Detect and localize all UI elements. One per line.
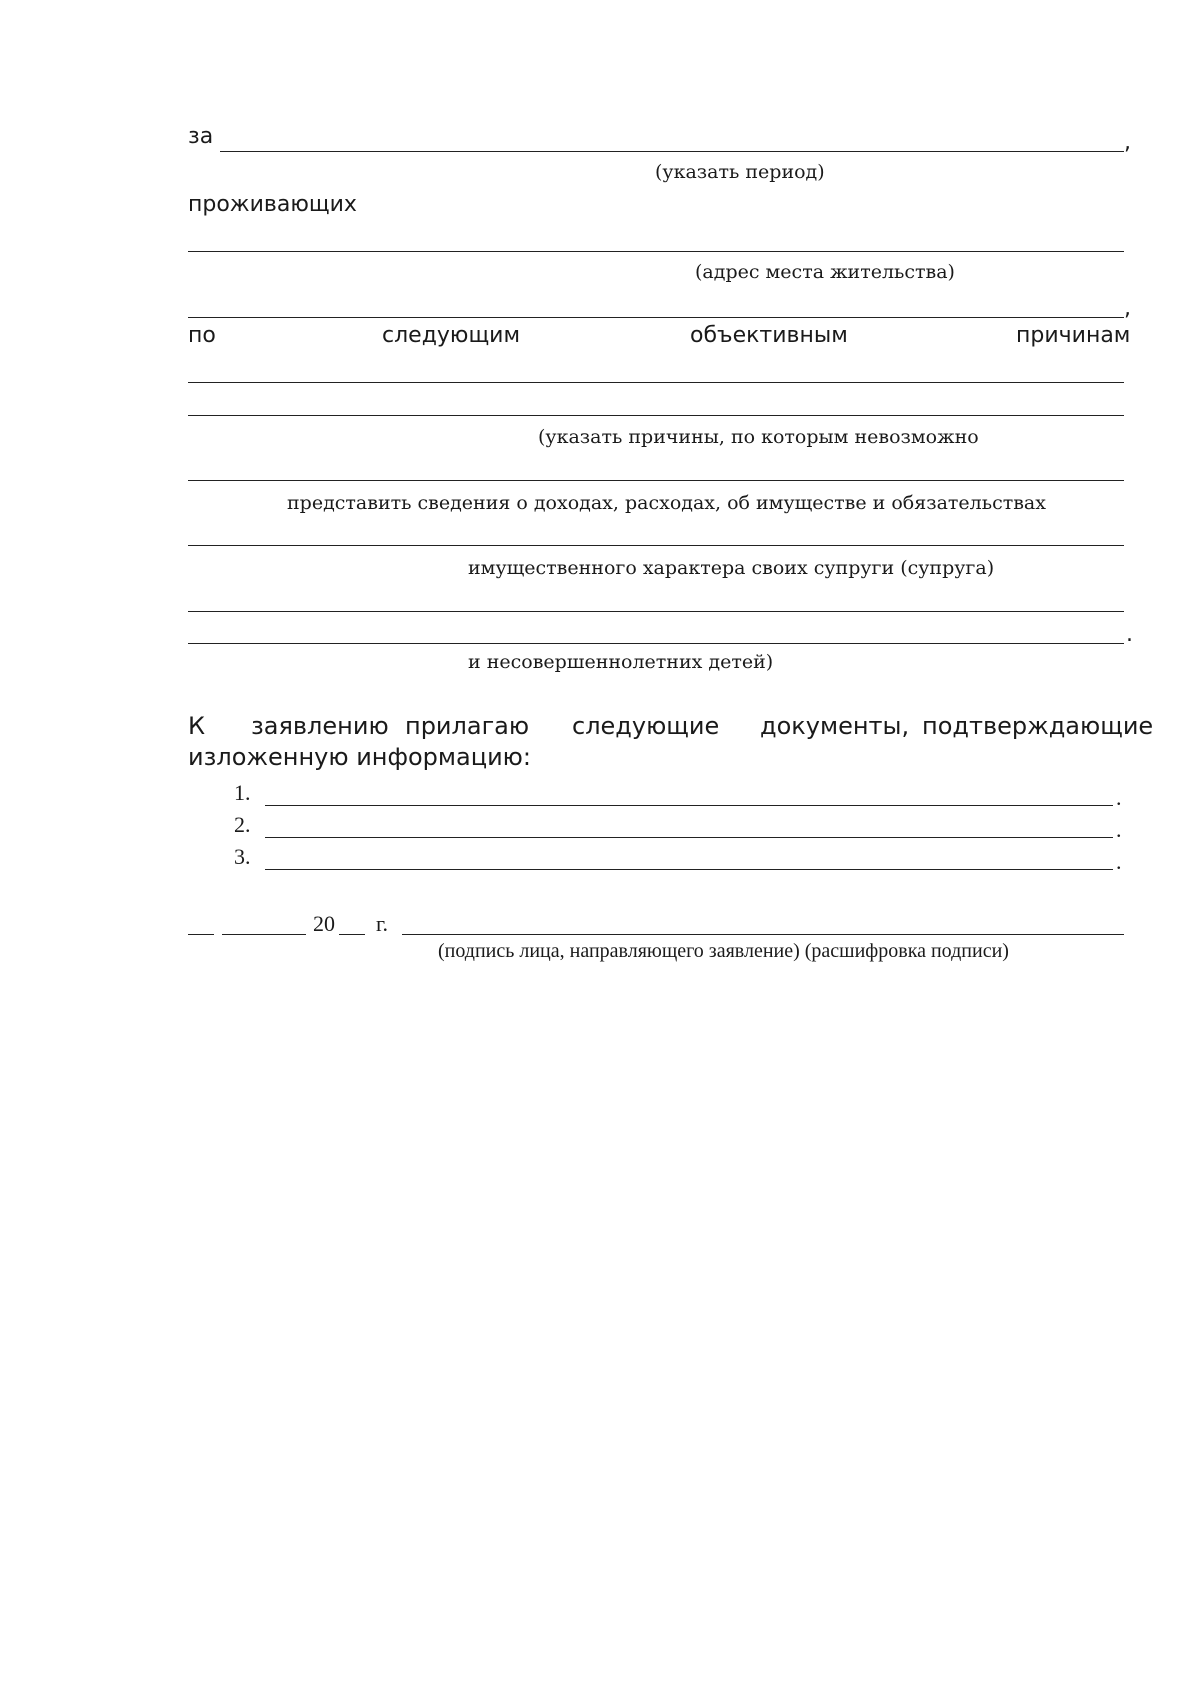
attachments-intro-word: подтверждающие <box>922 712 1154 740</box>
reasons-caption: (указать причины, по которым невозможно <box>538 426 979 448</box>
reasons-word: следующим <box>382 323 521 348</box>
item-end-mark: . <box>1116 849 1122 874</box>
item-end-mark: . <box>1116 817 1122 842</box>
reasons-field-6[interactable] <box>188 643 1124 644</box>
reasons-word: по <box>188 323 216 348</box>
period-mark: . <box>1126 622 1133 647</box>
attachment-field-2[interactable] <box>265 837 1113 838</box>
address-caption: (адрес места жительства) <box>695 261 955 283</box>
date-year-suffix: г. <box>376 911 389 936</box>
address-field-1[interactable] <box>188 251 1124 252</box>
date-year-field[interactable] <box>339 934 365 935</box>
reasons-field-3[interactable] <box>188 480 1124 481</box>
attachments-intro-word: следующие <box>572 712 720 740</box>
za-label: за <box>188 124 214 149</box>
period-caption: (указать период) <box>655 161 825 183</box>
comma: , <box>1124 296 1131 321</box>
reasons-word: причинам <box>1016 323 1131 348</box>
attachments-intro-line2: изложенную информацию: <box>188 743 531 771</box>
date-day-field[interactable] <box>188 934 214 935</box>
reasons-field-4[interactable] <box>188 545 1124 546</box>
attachments-intro-word: прилагаю <box>405 712 530 740</box>
attachment-field-3[interactable] <box>265 869 1113 870</box>
attachments-intro-word: документы, <box>760 712 910 740</box>
address-field-2[interactable] <box>188 317 1124 318</box>
period-field[interactable] <box>220 151 1124 152</box>
reasons-caption: и несовершеннолетних детей) <box>468 651 774 673</box>
attachments-intro-word: К <box>188 712 206 740</box>
signature-caption: (подпись лица, направляющего заявление) (расшифровка подписи) <box>438 940 1009 962</box>
attachment-number: 1. <box>234 780 251 805</box>
reasons-caption: представить сведения о доходах, расходах, об имуществе и обязательствах <box>287 492 1046 514</box>
attachment-field-1[interactable] <box>265 805 1113 806</box>
date-month-field[interactable] <box>222 934 306 935</box>
comma: , <box>1124 130 1131 155</box>
reasons-field-2[interactable] <box>188 415 1124 416</box>
residing-label: проживающих <box>188 192 357 217</box>
reasons-word: объективным <box>690 323 848 348</box>
date-year-prefix: 20 <box>313 911 335 936</box>
signature-field[interactable] <box>402 934 1124 935</box>
attachments-intro-word: заявлению <box>251 712 389 740</box>
reasons-caption: имущественного характера своих супруги (супруга) <box>468 557 995 579</box>
attachment-number: 3. <box>234 844 251 869</box>
reasons-field-1[interactable] <box>188 382 1124 383</box>
attachment-number: 2. <box>234 812 251 837</box>
item-end-mark: . <box>1116 785 1122 810</box>
reasons-field-5[interactable] <box>188 611 1124 612</box>
